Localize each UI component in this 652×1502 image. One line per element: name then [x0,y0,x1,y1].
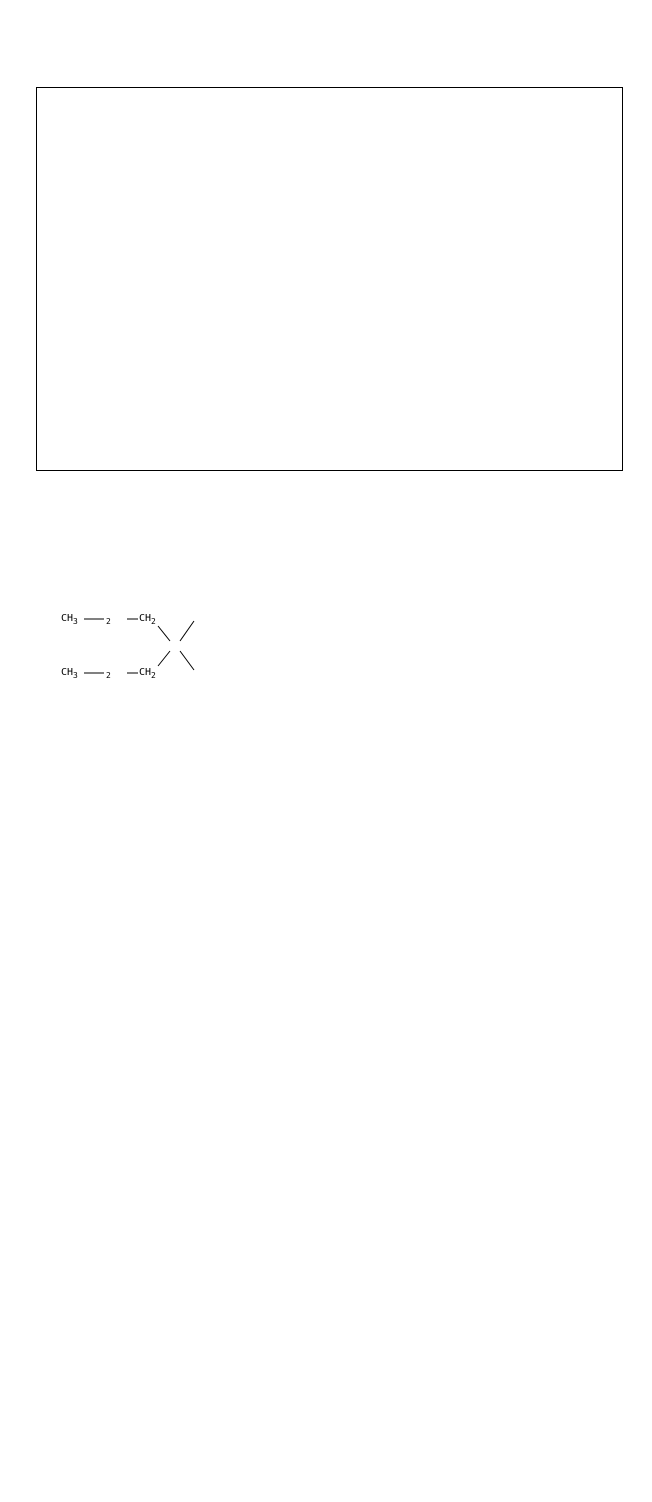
bond-c-upper-right [180,621,194,641]
structure-row2-ch2b: $CH_2$ [139,667,156,680]
structure-row1-ch3: $CH_3$ [61,613,78,626]
structure-row2-ch3: $CH_3$ [61,667,78,680]
bond-c-lower-left [158,651,170,666]
structure-row2-ch2a: 2 [106,671,111,680]
nmr-spectrum-chart [0,0,652,540]
structure-bonds [0,590,260,690]
bond-c-lower-right [180,651,194,670]
bond-c-upper-left [158,626,170,641]
structure-row1-ch2b: $CH_2$ [139,613,156,626]
plot-frame [37,88,623,471]
structure-row1-ch2a: 2 [106,617,111,626]
